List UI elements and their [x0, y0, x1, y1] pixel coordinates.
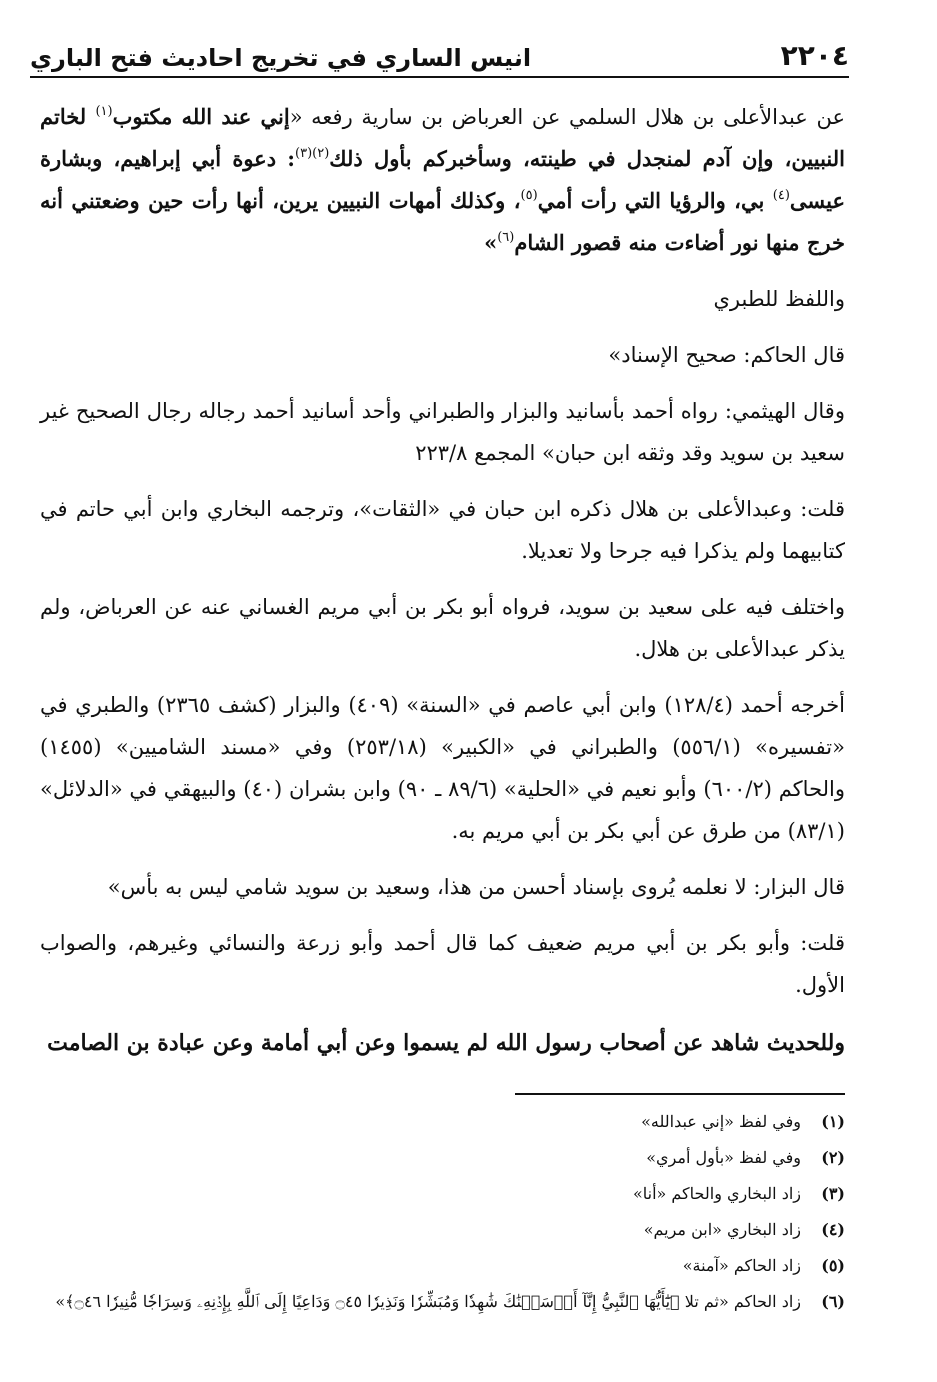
footnote-ref: (٤) — [772, 188, 790, 203]
footnote-ref: (٦) — [497, 230, 515, 245]
section-heading: وللحديث شاهد عن أصحاب رسول الله لم يسموا وعن أبي أمامة وعن عبادة بن الصامت — [47, 1030, 845, 1056]
hadith-text: إني عند الله مكتوب — [112, 104, 290, 129]
footnote — [40, 1104, 845, 1140]
paragraph: قال البزار: لا نعلمه يُروى بإسناد أحسن من هذا، وسعيد بن سويد شامي ليس به بأس» — [107, 875, 845, 899]
footnotes — [40, 1104, 845, 1320]
footnote-text: زاد البخاري «ابن مريم» — [643, 1220, 801, 1239]
footnote — [40, 1248, 845, 1284]
paragraph: واختلف فيه على سعيد بن سويد، فرواه أبو بكر بن أبي مريم الغساني عنه عن العرباض، ولم يذكر عبدالأعلى بن هلال. — [40, 595, 845, 661]
paragraph: قلت: وعبدالأعلى بن هلال ذكره ابن حبان في «الثقات»، وترجمه البخاري وابن أبي حاتم في كتابيهما ولم يذكرا فيه جرحا ولا تعديلا. — [40, 497, 845, 563]
footnote-ref: (٥) — [520, 188, 538, 203]
hadith-text: : دعوة أبي إبراهيم، وبشارة عيسى — [40, 146, 845, 213]
footnote-text: وفي لفظ «إني عبدالله» — [641, 1112, 801, 1131]
footnote-number: (٤) — [821, 1220, 845, 1239]
hadith-chain: عن عبدالأعلى بن هلال السلمي عن العرباض بن سارية رفعه « — [289, 105, 845, 129]
footnote-number: (٥) — [821, 1256, 845, 1275]
footnote-number: (٢) — [821, 1148, 845, 1167]
footnote-number: (٦) — [821, 1292, 845, 1311]
hadith-paragraph — [40, 96, 845, 264]
footnote-text: زاد البخاري والحاكم «أنا» — [632, 1184, 801, 1203]
book-title: انيس الساري في تخريج احاديث فتح الباري — [30, 44, 532, 72]
footnote — [40, 1140, 845, 1176]
footnote-number: (٣) — [821, 1184, 845, 1203]
paragraph: قلت: وأبو بكر بن أبي مريم ضعيف كما قال أحمد وأبو زرعة والنسائي وغيرهم، والصواب الأول. — [40, 931, 845, 997]
paragraph: قال الحاكم: صحيح الإسناد» — [608, 343, 845, 367]
hadith-text: » — [484, 230, 498, 255]
main-text — [40, 96, 845, 1080]
footnote — [40, 1284, 845, 1320]
footnote — [40, 1212, 845, 1248]
footnote — [40, 1176, 845, 1212]
hadith-text: ، وكذلك أمهات النبيين يرين، أنها رأت حين وضعتني أنه خرج منها نور أضاءت منه قصور الشام — [40, 188, 845, 255]
paragraph: واللفظ للطبري — [713, 287, 845, 311]
footnote-ref: (١) — [95, 104, 113, 119]
paragraph: أخرجه أحمد (١٢٨/٤) وابن أبي عاصم في «السنة» (٤٠٩) والبزار (كشف ٢٣٦٥) والطبري في «تفسيره» (٥٥٦/١) والطبراني في «الكبير» (٢٥٣/١٨) وفي «مسند الشاميين» (١٤٥٥) والحاكم (٦٠٠/٢) وأبو نعيم في «الحلية» (٨٩/٦ ـ ٩٠) وابن بشران (٤٠) والبيهقي في «الدلائل» (٨٣/١) من طرق عن أبي بكر بن أبي مريم به. — [40, 693, 846, 843]
footnote-divider — [515, 1093, 845, 1095]
footnote-text: وفي لفظ «بأول أمري» — [646, 1148, 801, 1167]
paragraph: وقال الهيثمي: رواه أحمد بأسانيد والبزار والطبراني وأحد أسانيد أحمد رجاله رجال الصحيح غير سعيد بن سويد وقد وثقه ابن حبان» المجمع ٢٢٣/٨ — [40, 399, 845, 465]
hadith-text: لخاتم النبيين، وإن آدم لمنجدل في طينته، وسأخبركم بأول ذلك — [40, 104, 845, 171]
footnote-text: زاد الحاكم «آمنة» — [682, 1256, 801, 1275]
hadith-text: بي، والرؤيا التي رأت أمي — [537, 188, 773, 213]
footnote-text: زاد الحاكم «ثم تلا ﴿يَٰٓأَيُّهَا ٱلنَّبِيُّ إِنَّآ أَرۡسَلۡنَٰكَ شَٰهِدٗا وَمُبَشِّرٗا وَنَذِيرٗا ۝٤٥ وَدَاعِيًا إِلَى ٱللَّهِ بِإِذۡنِهِۦ وَسِرَاجٗا مُّنِيرٗا ۝٤٦﴾» — [55, 1292, 801, 1311]
footnote-ref: (٢)(٣) — [295, 146, 330, 161]
footnote-number: (١) — [821, 1112, 845, 1131]
page-number: ٢٢٠٤ — [780, 39, 849, 72]
page-header — [30, 28, 849, 78]
